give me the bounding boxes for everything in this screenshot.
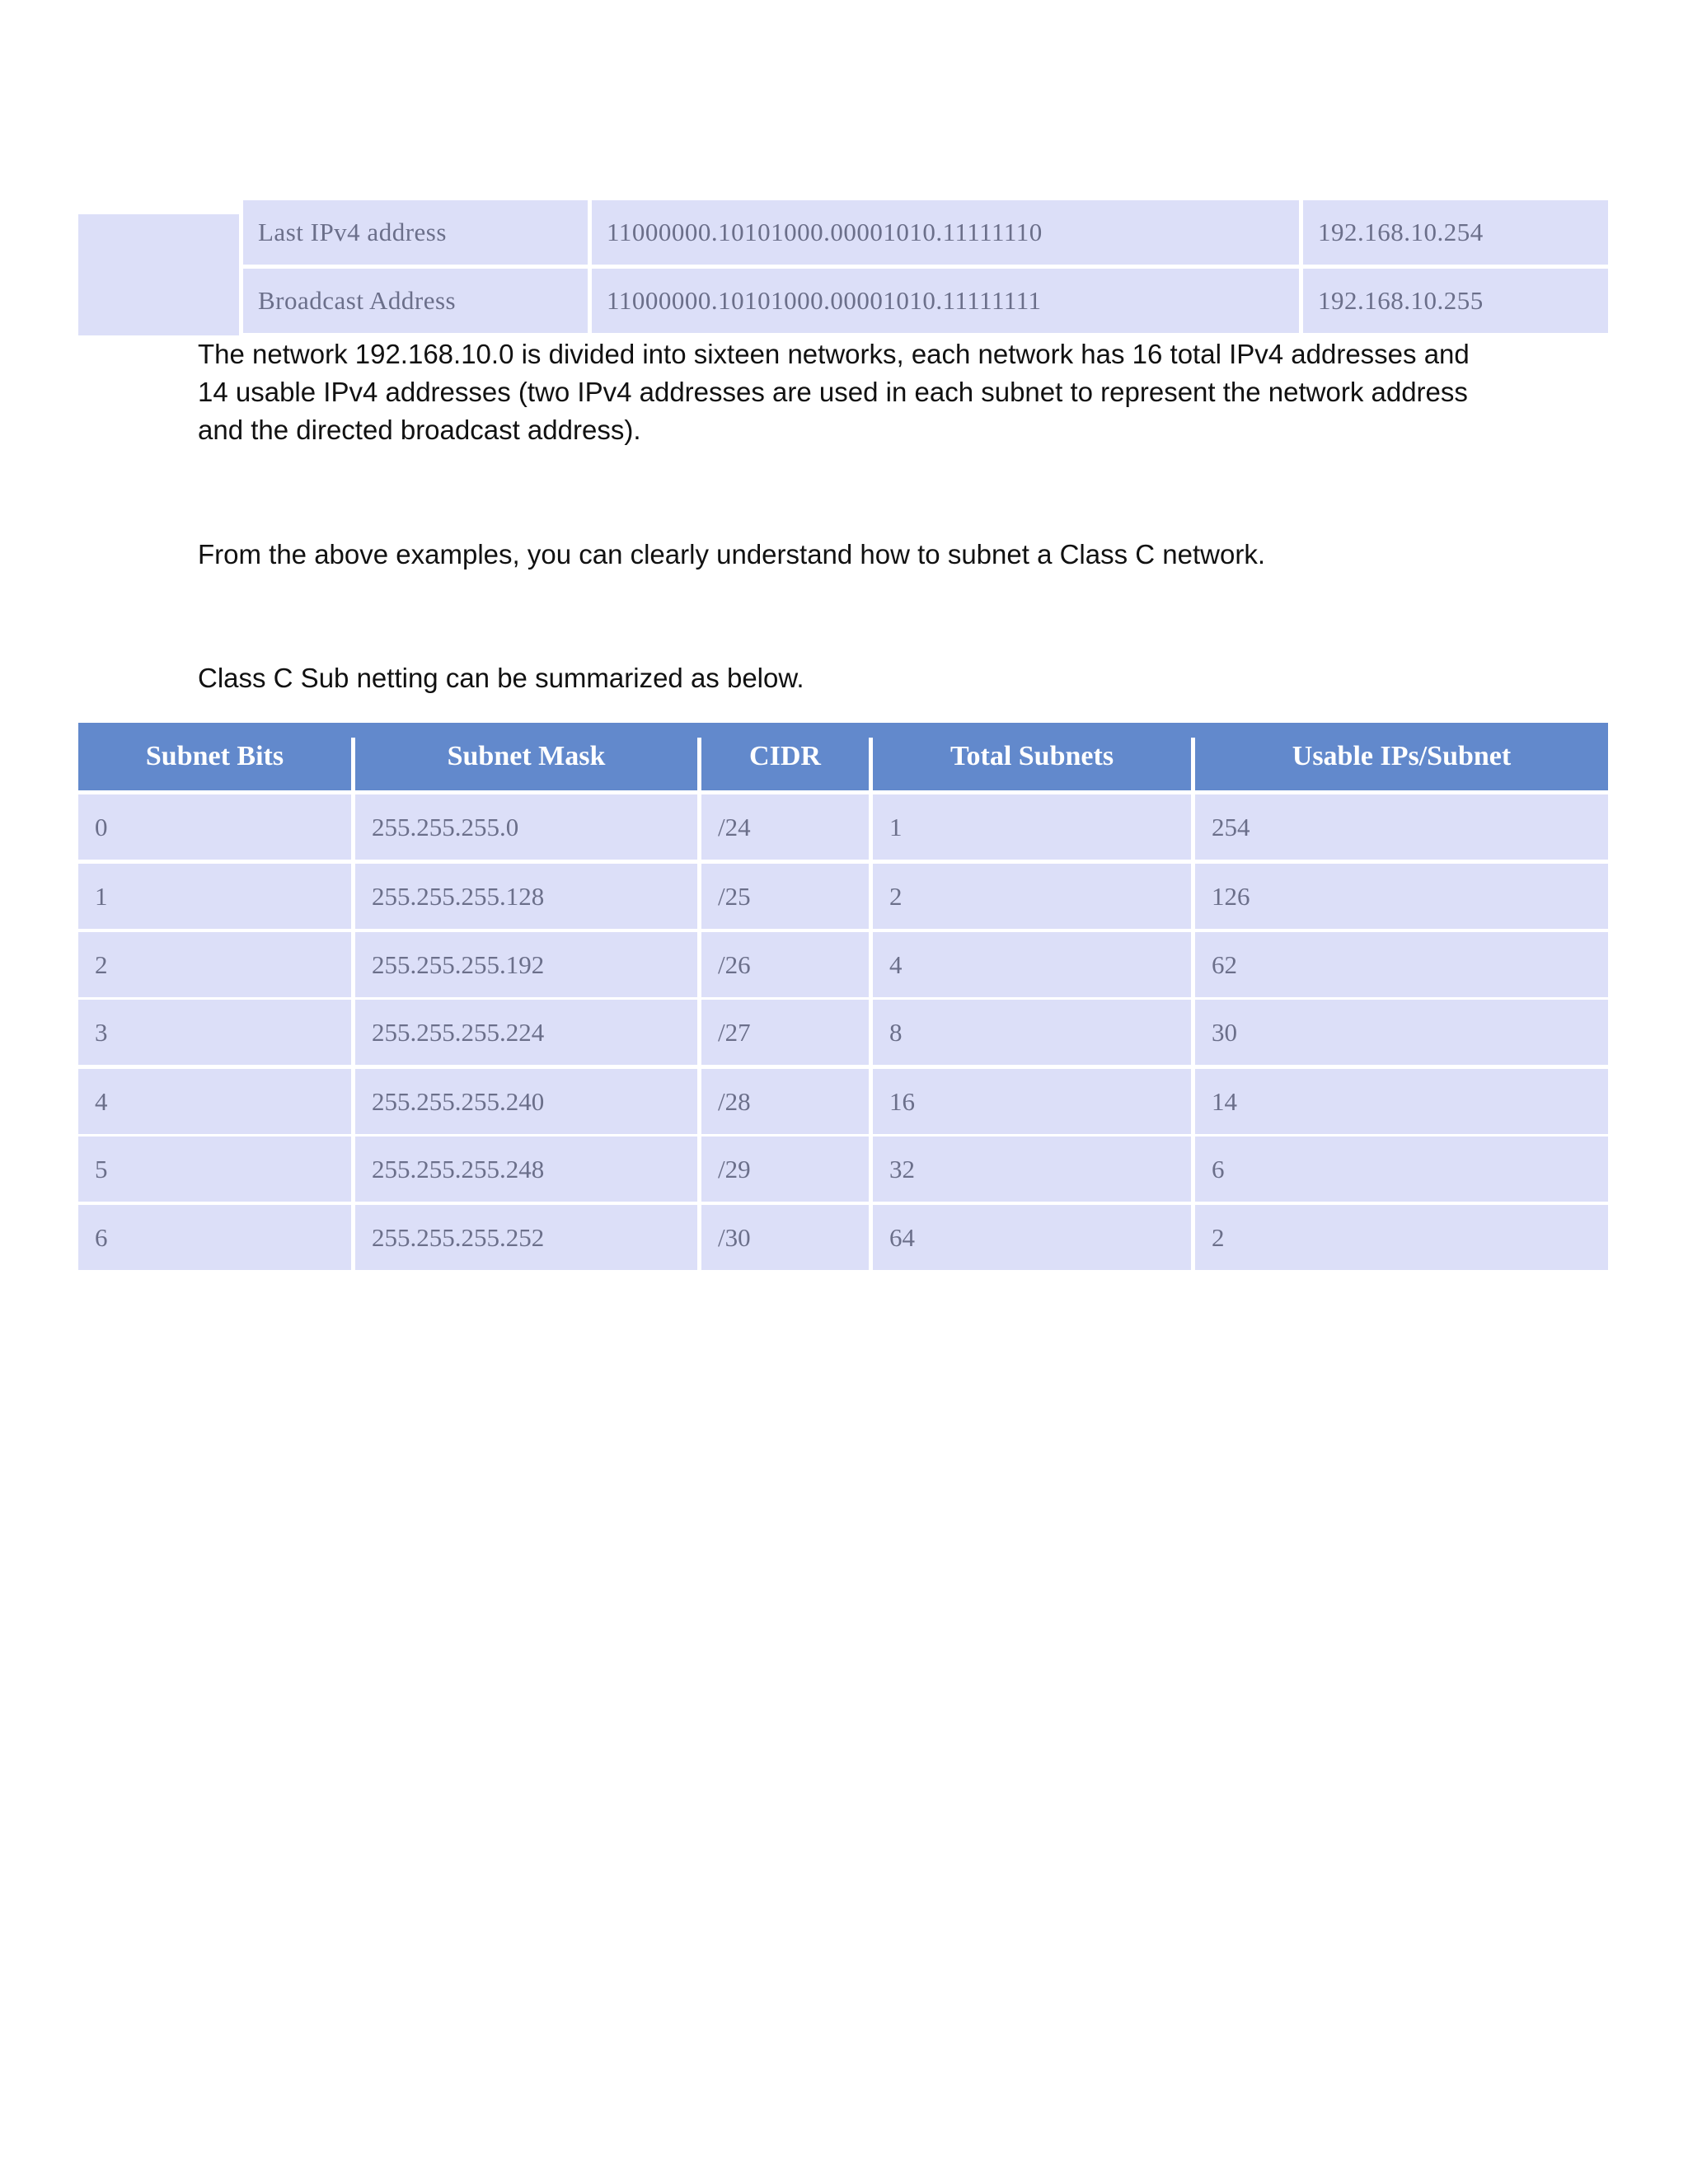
cell-total-subnets: 32	[873, 1137, 1191, 1202]
cell-subnet-bits: 3	[78, 1000, 351, 1065]
row-label: Broadcast Address	[243, 269, 588, 333]
cell-subnet-mask: 255.255.255.248	[355, 1137, 697, 1202]
table-row	[78, 1069, 1608, 1134]
cell-subnet-bits: 5	[78, 1137, 351, 1202]
table-row	[243, 269, 1608, 333]
cell-usable-ips: 6	[1195, 1137, 1608, 1202]
cell-subnet-mask: 255.255.255.128	[355, 864, 697, 929]
cell-total-subnets: 4	[873, 932, 1191, 997]
cell-subnet-bits: 6	[78, 1205, 351, 1270]
row-decimal: 192.168.10.255	[1303, 269, 1608, 333]
cell-total-subnets: 64	[873, 1205, 1191, 1270]
cell-usable-ips: 30	[1195, 1000, 1608, 1065]
cell-usable-ips: 14	[1195, 1069, 1608, 1134]
cell-total-subnets: 16	[873, 1069, 1191, 1134]
table-row	[78, 864, 1608, 929]
table-row	[78, 1000, 1608, 1065]
table-row	[78, 1205, 1608, 1270]
header-usable-ips: Usable IPs/Subnet	[1292, 741, 1512, 771]
cell-subnet-bits: 2	[78, 932, 351, 997]
network-division-paragraph: The network 192.168.10.0 is divided into sixteen networks, each network has 16 total IPv4 addresses and 14 usable IPv4 addresses (two IPv4 addresses are used in each subnet to represent the network address and the directed broadcast address).	[198, 339, 1470, 445]
header-total-subnets: Total Subnets	[950, 741, 1114, 771]
cell-cidr: /27	[701, 1000, 869, 1065]
summary-intro-paragraph: Class C Sub netting can be summarized as below.	[198, 663, 804, 693]
cell-subnet-mask: 255.255.255.224	[355, 1000, 697, 1065]
cell-subnet-bits: 4	[78, 1069, 351, 1134]
examples-paragraph: From the above examples, you can clearly understand how to subnet a Class C network.	[198, 539, 1265, 569]
cell-subnet-bits: 1	[78, 864, 351, 929]
table-header-row	[78, 723, 1608, 790]
cell-usable-ips: 126	[1195, 864, 1608, 929]
cell-usable-ips: 2	[1195, 1205, 1608, 1270]
cell-subnet-mask: 255.255.255.240	[355, 1069, 697, 1134]
cell-cidr: /29	[701, 1137, 869, 1202]
header-cidr: CIDR	[749, 741, 821, 771]
cell-subnet-mask: 255.255.255.192	[355, 932, 697, 997]
cell-subnet-mask: 255.255.255.0	[355, 794, 697, 860]
cell-cidr: /24	[701, 794, 869, 860]
cell-usable-ips: 254	[1195, 794, 1608, 860]
cell-cidr: /25	[701, 864, 869, 929]
cell-subnet-mask: 255.255.255.252	[355, 1205, 697, 1270]
table-row	[243, 200, 1608, 265]
cell-total-subnets: 8	[873, 1000, 1191, 1065]
cell-cidr: /26	[701, 932, 869, 997]
cell-subnet-bits: 0	[78, 794, 351, 860]
table-row	[78, 1137, 1608, 1202]
cell-usable-ips: 62	[1195, 932, 1608, 997]
row-label: Last IPv4 address	[243, 200, 588, 265]
address-table	[78, 200, 1608, 335]
header-subnet-bits: Subnet Bits	[145, 741, 284, 771]
cell-total-subnets: 2	[873, 864, 1191, 929]
header-subnet-mask: Subnet Mask	[447, 741, 606, 771]
cell-total-subnets: 1	[873, 794, 1191, 860]
cell-cidr: /28	[701, 1069, 869, 1134]
table-row	[78, 932, 1608, 997]
table-stub-cell	[78, 214, 239, 335]
row-binary: 11000000.10101000.00001010.11111111	[592, 269, 1299, 333]
table-row	[78, 794, 1608, 860]
row-binary: 11000000.10101000.00001010.11111110	[592, 200, 1299, 265]
row-decimal: 192.168.10.254	[1303, 200, 1608, 265]
cell-cidr: /30	[701, 1205, 869, 1270]
